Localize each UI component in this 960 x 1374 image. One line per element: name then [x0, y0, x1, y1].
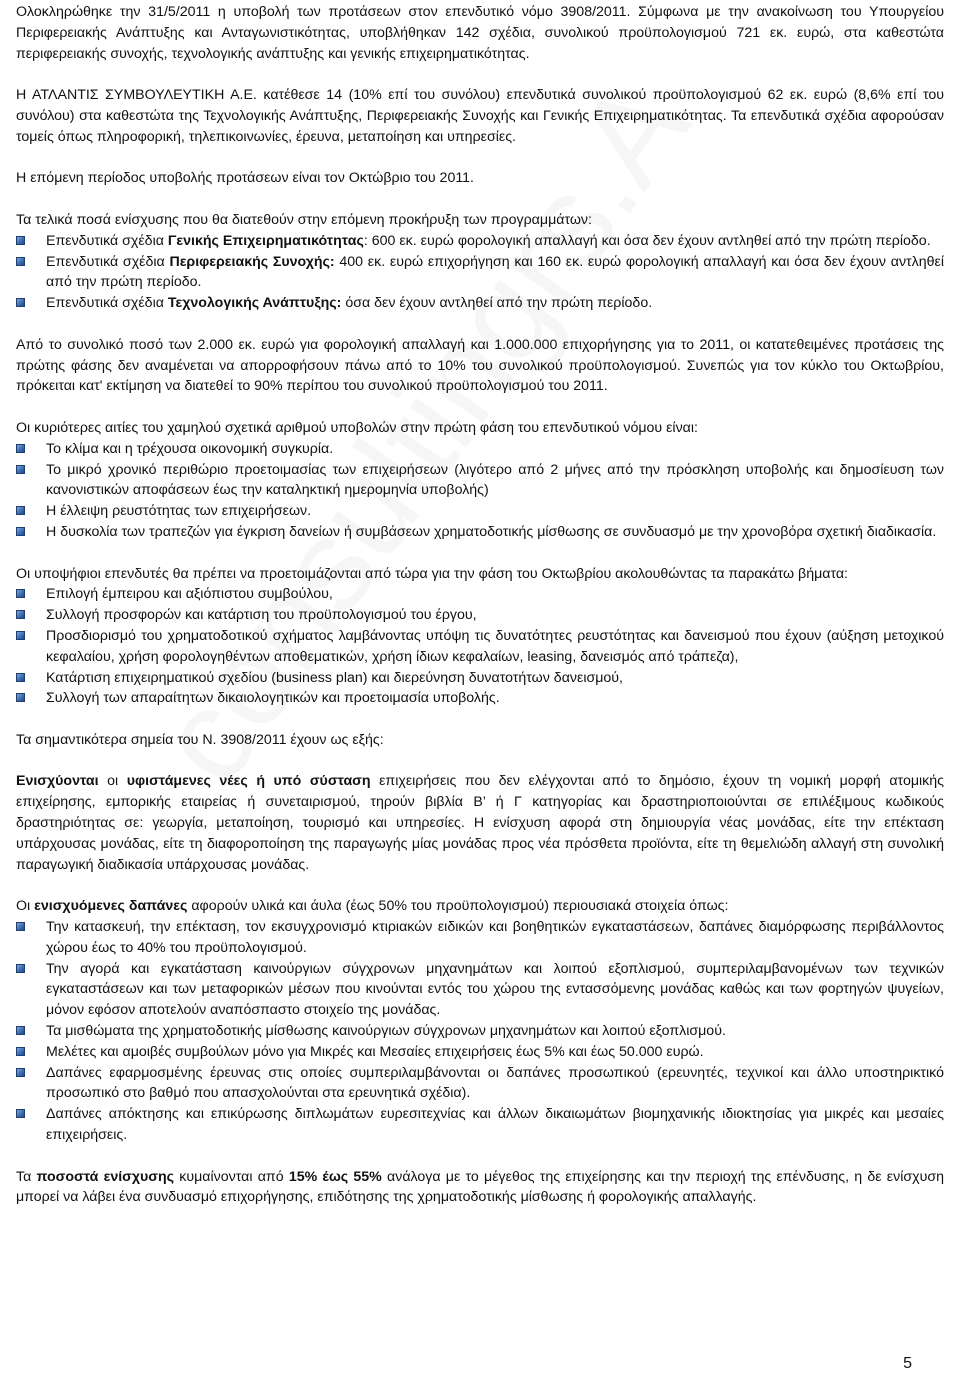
bullet-icon [16, 1047, 25, 1056]
list-item: Η δυσκολία των τραπεζών για έγκριση δανείων ή συμβάσεων χρηματοδοτικής μίσθωσης σε συνδυασμό με την χρονοβόρα σχετική διαδικασία. [16, 522, 944, 543]
bullet-icon [16, 673, 25, 682]
bullet-icon [16, 298, 25, 307]
list-item: Συλλογή των απαραίτητων δικαιολογητικών και προετοιμασία υποβολής. [16, 688, 944, 709]
bullet-icon [16, 1068, 25, 1077]
bullet-icon [16, 693, 25, 702]
amounts-list [16, 231, 944, 314]
steps-list [16, 584, 944, 709]
list-item: Συλλογή προσφορών και κατάρτιση του προϋπολογισμού του έργου, [16, 605, 944, 626]
bullet-icon [16, 964, 25, 973]
document-page [16, 2, 944, 1208]
list-item: Προσδιορισμό του χρηματοδοτικού σχήματος λαμβάνοντας υπόψη τις δυνατότητες ρευστότητας και δανεισμού που έχουν (αύξηση μετοχικού κεφαλαίου, χρήση φορολογηθέντων αποθεματικών, χρήση ίδιων κεφαλαίων, leasing, δανεισμός από τράπεζα), [16, 626, 944, 668]
paragraph-causes-intro: Οι κυριότερες αιτίες του χαμηλού σχετικά αριθμού υποβολών στην πρώτη φάση του επενδυτικού νόμου είναι: [16, 419, 698, 436]
bullet-icon [16, 1109, 25, 1118]
list-item: Μελέτες και αμοιβές συμβούλων μόνο για Μικρές και Μεσαίες επιχειρήσεις έως 5% και έως 50.000 ευρώ. [16, 1042, 944, 1063]
page-number: 5 [903, 1355, 912, 1372]
bullet-icon [16, 631, 25, 640]
causes-list [16, 439, 944, 543]
paragraph-amounts-intro: Τα τελικά ποσά ενίσχυσης που θα διατεθούν στην επόμενη προκήρυξη των προγραμμάτων: [16, 211, 592, 228]
paragraph-atlantis: Η ΑΤΛΑΝΤΙΣ ΣΥΜΒΟΥΛΕΥΤΙΚΗ Α.Ε. κατέθεσε 14 (10% επί του συνόλου) επενδυτικά συνολικού προϋπολογισμού 62 εκ. ευρώ (8,6% επί του συνόλου) στα καθεστώτα της Τεχνολογικής Ανάπτυξης, Περιφερειακής Συνοχής και Γενικής Επιχειρηματικότητας. Τα επενδυτικά σχέδια αφορούσαν τομείς όπως πληροφορική, τηλεπικοινωνίες, έρευνα, μεταποίηση και υπηρεσίες. [16, 87, 944, 145]
bullet-icon [16, 257, 25, 266]
list-item: Επενδυτικά σχέδια Περιφερειακής Συνοχής: 400 εκ. ευρώ επιχορήγηση και 160 εκ. ευρώ φορολογική απαλλαγή και όσα δεν έχουν αντληθεί από την πρώτη περίοδο. [16, 252, 944, 294]
list-item: Την αγορά και εγκατάσταση καινούργιων σύγχρονων μηχανημάτων και λοιπού εξοπλισμού, συμπεριλαμβανομένων των τεχνικών εγκαταστάσεων και των μεταφορικών μέσων που κινούνται εντός του χώρου της εντασσόμενης μονάδας καθώς και των φορτηγών ψυγείων, μόνον εφόσον αποτελούν αναπόσπαστο στοιχείο της μονάδας. [16, 959, 944, 1021]
list-item: Την κατασκευή, την επέκταση, τον εκσυγχρονισμό κτιριακών ειδικών και βοηθητικών εγκαταστάσεων, δαπάνες διαμόρφωσης περιβάλλοντος χώρου έως το 40% του προϋπολογισμού. [16, 917, 944, 959]
bullet-icon [16, 506, 25, 515]
bullet-icon [16, 527, 25, 536]
paragraph-submission-summary: Ολοκληρώθηκε την 31/5/2011 η υποβολή των προτάσεων στον επενδυτικό νόμο 3908/2011. Σύμφωνα με την ανακοίνωση του Υπουργείου Περιφερειακής Ανάπτυξης και Ανταγωνιστικότητας, υποβλήθηκαν 142 σχέδια, συνολικού προϋπολογισμού 721 εκ. ευρώ, στα καθεστώτα περιφερειακής συνοχής, τεχνολογικής ανάπτυξης και γενικής επιχειρηματικότητας. [16, 4, 944, 62]
paragraph-eligible-businesses: Ενισχύονται οι υφιστάμενες νέες ή υπό σύσταση επιχειρήσεις που δεν ελέγχονται από το δημόσιο, έχουν τη νομική μορφή ατομικής επιχείρησης, εμπορικής εταιρείας ή συνεταιρισμού, τηρούν βιβλία Β’ ή Γ κατηγορίας και δραστηριοποιούνται σε επιλέξιμους κωδικούς δραστηριότητας σε: γεωργία, μεταποίηση, τουρισμό και υπηρεσίες. Η ενίσχυση αφορά στη δημιουργία νέας μονάδας, είτε την επέκταση υπάρχουσας μονάδας, είτε τη διαφοροποίηση της παραγωγής μίας μονάδας προς νέα πρόσθετα προϊόντα, είτε τη θεμελιώδη αλλαγή στη συνολική παραγωγική διαδικασία υπάρχουσας μονάδας. [16, 773, 944, 873]
bullet-icon [16, 610, 25, 619]
bullet-icon [16, 444, 25, 453]
list-item: Δαπάνες εφαρμοσμένης έρευνας στις οποίες συμπεριλαμβάνονται οι δαπάνες προσωπικού (ερευνητές, τεχνικοί και άλλο υποστηρικτικό προσωπικό στο βαθμό που απασχολούνται στα ερευνητικά σχέδια). [16, 1063, 944, 1105]
bullet-icon [16, 236, 25, 245]
list-item: Η έλλειψη ρευστότητας των επιχειρήσεων. [16, 501, 944, 522]
list-item: Τα μισθώματα της χρηματοδοτικής μίσθωσης καινούργιων σύγχρονων μηχανημάτων και λοιπού εξοπλισμού. [16, 1021, 944, 1042]
bullet-icon [16, 465, 25, 474]
paragraph-expenses-intro: Οι ενισχυόμενες δαπάνες αφορούν υλικά και άυλα (έως 50% του προϋπολογισμού) περιουσιακά στοιχεία όπως: [16, 898, 729, 915]
list-item: Το μικρό χρονικό περιθώριο προετοιμασίας των επιχειρήσεων (λιγότερο από 2 μήνες από την πρόσκληση υποβολής και δημοσίευση των κανονιστικών αποφάσεων έως την καταληκτική ημερομηνία υποβολής) [16, 460, 944, 502]
paragraph-budget: Από το συνολικό ποσό των 2.000 εκ. ευρώ για φορολογική απαλλαγή και 1.000.000 επιχορήγησης για το 2011, οι κατατεθειμένες προτάσεις της πρώτης φάσης δεν αναμένεται να απορροφήσουν πάνω από το 10% του συνολικού προϋπολογισμού. Συνεπώς για τον κύκλο του Οκτωβρίου, πρόκειται κατ' εκτίμηση να διατεθεί το 90% περίπου του συνολικού προϋπολογισμού του 2011. [16, 336, 944, 395]
paragraph-steps-intro: Οι υποψήφιοι επενδυτές θα πρέπει να προετοιμάζονται από τώρα για την φάση του Οκτωβρίου ακολουθώντας τα παρακάτω βήματα: [16, 565, 849, 582]
list-item: Κατάρτιση επιχειρηματικού σχεδίου (business plan) και διερεύνηση δυνατοτήτων δανεισμού, [16, 668, 944, 689]
list-item: Το κλίμα και η τρέχουσα οικονομική συγκυρία. [16, 439, 944, 460]
paragraph-next-period: Η επόμενη περίοδος υποβολής προτάσεων είναι τον Οκτώβριο του 2011. [16, 170, 475, 187]
bullet-icon [16, 1026, 25, 1035]
list-item: Δαπάνες απόκτησης και επικύρωσης διπλωμάτων ευρεσιτεχνίας και άλλων δικαιωμάτων βιομηχανικής ιδιοκτησίας για μικρές και μεσαίες επιχειρήσεις. [16, 1104, 944, 1146]
paragraph-key-points: Τα σημαντικότερα σημεία του Ν. 3908/2011 έχουν ως εξής: [16, 731, 384, 748]
bullet-icon [16, 922, 25, 931]
expenses-list [16, 917, 944, 1146]
list-item: Επενδυτικά σχέδια Τεχνολογικής Ανάπτυξης: όσα δεν έχουν αντληθεί από την πρώτη περίοδο. [16, 293, 944, 314]
paragraph-aid-rates: Τα ποσοστά ενίσχυσης κυμαίνονται από 15% έως 55% ανάλογα με το μέγεθος της επιχείρησης και την περιοχή της επένδυσης, η δε ενίσχυση μπορεί να λάβει ένα συνδυασμό επιχορήγησης, επιδότησης της χρηματοδοτικής μίσθωσης ή φορολογικής απαλλαγής. [16, 1168, 944, 1206]
bullet-icon [16, 589, 25, 598]
list-item: Επενδυτικά σχέδια Γενικής Επιχειρηματικότητας: 600 εκ. ευρώ φορολογική απαλλαγή και όσα δεν έχουν αντληθεί από την πρώτη περίοδο. [16, 231, 944, 252]
list-item: Επιλογή έμπειρου και αξιόπιστου συμβούλου, [16, 584, 944, 605]
